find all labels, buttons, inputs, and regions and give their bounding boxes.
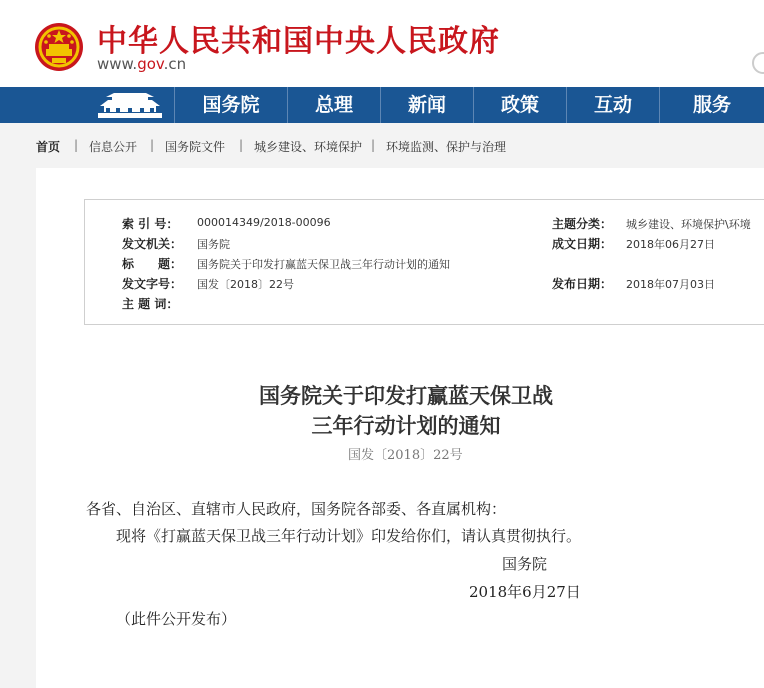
breadcrumb-urban-env[interactable]: 城乡建设、环境保护 bbox=[254, 140, 363, 154]
breadcrumb-state-council-docs[interactable]: 国务院文件 bbox=[165, 140, 226, 154]
written-date-label: 成文日期： bbox=[552, 237, 613, 251]
document-number: 国发〔2018〕22号 bbox=[348, 448, 463, 463]
keywords-label: 主 题 词： bbox=[122, 297, 179, 311]
document-title-line-1: 国务院关于印发打赢蓝天保卫战 bbox=[259, 383, 553, 408]
document-title-line-2: 三年行动计划的通知 bbox=[311, 413, 501, 438]
site-header bbox=[0, 0, 764, 87]
published-date-value: 2018年07月03日 bbox=[626, 278, 715, 291]
breadcrumb-separator: | bbox=[74, 138, 79, 152]
nav-item-policy[interactable]: 政策 bbox=[473, 87, 566, 123]
breadcrumb-separator: | bbox=[239, 138, 244, 152]
tiananmen-icon[interactable] bbox=[94, 91, 166, 119]
search-icon[interactable] bbox=[752, 52, 764, 74]
document-salutation: 各省、自治区、直辖市人民政府，国务院各部委、各直属机构： bbox=[86, 500, 507, 518]
breadcrumb bbox=[0, 123, 764, 167]
national-emblem-icon[interactable] bbox=[34, 22, 84, 72]
url-prefix: www. bbox=[97, 55, 138, 73]
breadcrumb-env-monitoring[interactable]: 环境监测、保护与治理 bbox=[386, 140, 507, 154]
title-value: 国务院关于印发打赢蓝天保卫战三年行动计划的通知 bbox=[197, 258, 450, 271]
docnum-label: 发文字号： bbox=[122, 277, 183, 291]
url-domain: gov bbox=[137, 55, 164, 73]
breadcrumb-separator: | bbox=[150, 138, 155, 152]
written-date-value: 2018年06月27日 bbox=[626, 238, 715, 251]
breadcrumb-home[interactable]: 首页 bbox=[36, 140, 61, 154]
index-value: 000014349/2018-00096 bbox=[197, 216, 331, 229]
nav-item-state-council[interactable]: 国务院 bbox=[174, 87, 287, 123]
index-label: 索 引 号： bbox=[122, 217, 179, 231]
nav-item-services[interactable]: 服务 bbox=[659, 87, 764, 123]
site-url[interactable] bbox=[97, 55, 186, 73]
docnum-value: 国发〔2018〕22号 bbox=[197, 278, 294, 291]
agency-label: 发文机关： bbox=[122, 237, 183, 251]
published-date-label: 发布日期： bbox=[552, 277, 613, 291]
document-date: 2018年6月27日 bbox=[469, 583, 581, 601]
agency-value: 国务院 bbox=[197, 238, 230, 251]
title-label: 标 题： bbox=[122, 257, 183, 271]
breadcrumb-separator: | bbox=[371, 138, 376, 152]
breadcrumb-info-disclosure[interactable]: 信息公开 bbox=[89, 140, 138, 154]
main-nav bbox=[0, 87, 764, 123]
nav-item-news[interactable]: 新闻 bbox=[380, 87, 473, 123]
category-value: 城乡建设、环境保护\环境 bbox=[626, 218, 751, 231]
document-note: （此件公开发布） bbox=[116, 610, 237, 628]
category-label: 主题分类： bbox=[552, 217, 613, 231]
document-signer: 国务院 bbox=[502, 555, 548, 573]
nav-item-interaction[interactable]: 互动 bbox=[566, 87, 659, 123]
url-suffix: .cn bbox=[163, 55, 187, 73]
nav-item-premier[interactable]: 总理 bbox=[287, 87, 380, 123]
document-body: 现将《打赢蓝天保卫战三年行动计划》印发给你们，请认真贯彻执行。 bbox=[116, 527, 582, 545]
site-title[interactable]: 中华人民共和国中央人民政府 bbox=[97, 24, 500, 59]
